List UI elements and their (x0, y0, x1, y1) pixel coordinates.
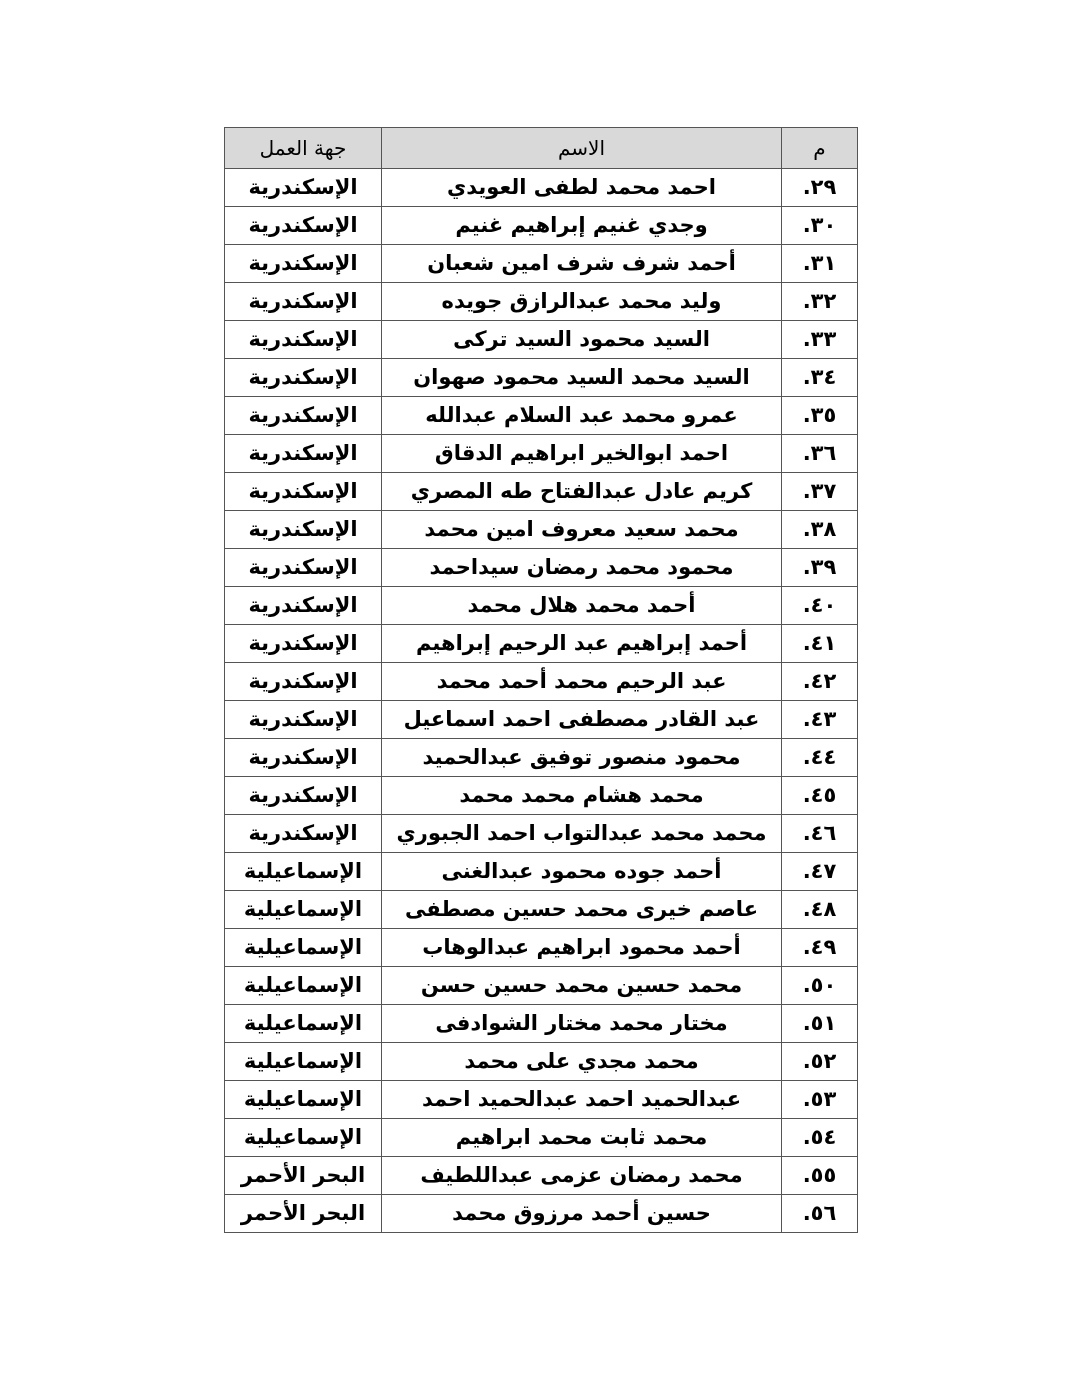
table-row (225, 245, 858, 283)
row-number-cell (782, 321, 858, 359)
table-row (225, 549, 858, 587)
row-number-cell (782, 739, 858, 777)
row-number-cell (782, 359, 858, 397)
table-row (225, 435, 858, 473)
row-number: .٥٢ (802, 1049, 837, 1073)
row-number-cell (782, 967, 858, 1005)
row-workplace: الإسكندرية (225, 625, 382, 663)
table-header (225, 128, 858, 169)
row-number: .٥٠ (802, 973, 837, 997)
header-row (225, 128, 858, 169)
row-name: عمرو محمد عبد السلام عبدالله (382, 397, 782, 435)
row-name: احمد محمد لطفى العويدي (382, 169, 782, 207)
row-number: .٥٦ (802, 1201, 837, 1225)
row-number-cell (782, 435, 858, 473)
row-number: .٣٨ (802, 517, 837, 541)
row-number-cell (782, 1119, 858, 1157)
row-workplace: الإسكندرية (225, 169, 382, 207)
row-workplace: الإسكندرية (225, 777, 382, 815)
header-number: م (782, 128, 858, 169)
row-number: .٥٤ (802, 1125, 837, 1149)
row-number-cell (782, 245, 858, 283)
row-name: محمود منصور توفيق عبدالحميد (382, 739, 782, 777)
row-name: كريم عادل عبدالفتاح طه المصري (382, 473, 782, 511)
table-row (225, 815, 858, 853)
table-row (225, 283, 858, 321)
row-name: مختار محمد مختار الشوادفى (382, 1005, 782, 1043)
table-row (225, 891, 858, 929)
row-number: .٤١ (802, 631, 837, 655)
header-workplace: جهة العمل (225, 128, 382, 169)
table-row (225, 1043, 858, 1081)
row-number-cell (782, 1043, 858, 1081)
row-name: أحمد شرف شرف امين شعبان (382, 245, 782, 283)
table-row (225, 207, 858, 245)
row-number: .٤٧ (802, 859, 837, 883)
row-number-cell (782, 511, 858, 549)
row-number-cell (782, 1157, 858, 1195)
row-number-cell (782, 587, 858, 625)
row-name: عبد الرحيم محمد أحمد محمد (382, 663, 782, 701)
row-workplace: الإسماعيلية (225, 1005, 382, 1043)
row-name: أحمد جوده محمود عبدالغنى (382, 853, 782, 891)
table-row (225, 929, 858, 967)
row-name: محمد حسين محمد حسين حسن (382, 967, 782, 1005)
row-name: محمود محمد رمضان سيداحمد (382, 549, 782, 587)
row-number: .٣٦ (802, 441, 837, 465)
row-workplace: الإسكندرية (225, 663, 382, 701)
table-row (225, 1195, 858, 1233)
row-name: محمد مجدي على محمد (382, 1043, 782, 1081)
row-name: محمد سعيد معروف امين محمد (382, 511, 782, 549)
row-workplace: الإسكندرية (225, 359, 382, 397)
row-workplace: الإسماعيلية (225, 1081, 382, 1119)
row-number: .٤٦ (802, 821, 837, 845)
row-number: .٤٥ (802, 783, 837, 807)
row-workplace: الإسكندرية (225, 701, 382, 739)
table-row (225, 1157, 858, 1195)
row-name: احمد ابوالخير ابراهيم الدقاق (382, 435, 782, 473)
row-number-cell (782, 1005, 858, 1043)
row-workplace: الإسماعيلية (225, 853, 382, 891)
row-name: محمد محمد عبدالتواب احمد الجبوري (382, 815, 782, 853)
row-number: .٣٩ (802, 555, 837, 579)
table-row (225, 739, 858, 777)
row-number-cell (782, 663, 858, 701)
table-row (225, 169, 858, 207)
row-workplace: الإسكندرية (225, 473, 382, 511)
row-workplace: الإسكندرية (225, 321, 382, 359)
table-row (225, 625, 858, 663)
row-workplace: الإسماعيلية (225, 967, 382, 1005)
row-number: .٤٤ (802, 745, 837, 769)
row-name: أحمد إبراهيم عبد الرحيم إبراهيم (382, 625, 782, 663)
row-workplace: الإسكندرية (225, 283, 382, 321)
row-name: وجدي غنيم إبراهيم غنيم (382, 207, 782, 245)
row-workplace: الإسكندرية (225, 511, 382, 549)
row-number: .٢٩ (802, 175, 837, 199)
row-workplace: الإسكندرية (225, 245, 382, 283)
row-workplace: الإسماعيلية (225, 1043, 382, 1081)
table-row (225, 587, 858, 625)
table-row (225, 397, 858, 435)
row-number-cell (782, 815, 858, 853)
row-number-cell (782, 473, 858, 511)
row-number: .٤٣ (802, 707, 837, 731)
table-row (225, 701, 858, 739)
row-number-cell (782, 283, 858, 321)
row-number-cell (782, 701, 858, 739)
names-table (224, 127, 858, 1233)
row-workplace: الإسماعيلية (225, 891, 382, 929)
row-name: وليد محمد عبدالرازق جويده (382, 283, 782, 321)
table-row (225, 473, 858, 511)
row-number-cell (782, 777, 858, 815)
row-number-cell (782, 397, 858, 435)
row-workplace: الإسكندرية (225, 207, 382, 245)
table-row (225, 853, 858, 891)
row-number: .٣٠ (802, 213, 837, 237)
row-workplace: الإسكندرية (225, 549, 382, 587)
row-number: .٤٨ (802, 897, 837, 921)
row-number: .٣١ (802, 251, 837, 275)
row-number-cell (782, 549, 858, 587)
row-number: .٣٥ (802, 403, 837, 427)
row-number-cell (782, 169, 858, 207)
row-name: عبدالحميد احمد عبدالحميد احمد (382, 1081, 782, 1119)
row-name: عبد القادر مصطفى احمد اسماعيل (382, 701, 782, 739)
table-row (225, 359, 858, 397)
row-number: .٥٥ (802, 1163, 837, 1187)
row-number: .٤٠ (802, 593, 837, 617)
row-number-cell (782, 207, 858, 245)
row-number: .٣٣ (802, 327, 837, 351)
row-number-cell (782, 891, 858, 929)
row-number: .٤٩ (802, 935, 837, 959)
row-workplace: الإسكندرية (225, 739, 382, 777)
table-row (225, 1081, 858, 1119)
table-row (225, 777, 858, 815)
row-workplace: البحر الأحمر (225, 1157, 382, 1195)
header-name: الاسم (382, 128, 782, 169)
row-workplace: الإسماعيلية (225, 929, 382, 967)
row-workplace: الإسكندرية (225, 435, 382, 473)
row-workplace: الإسماعيلية (225, 1119, 382, 1157)
row-workplace: الإسكندرية (225, 397, 382, 435)
row-number: .٥٣ (802, 1087, 837, 1111)
table-row (225, 511, 858, 549)
row-number-cell (782, 625, 858, 663)
row-name: حسين أحمد مرزوق محمد (382, 1195, 782, 1233)
row-name: أحمد محمد هلال محمد (382, 587, 782, 625)
table-body (225, 169, 858, 1233)
table-row (225, 1005, 858, 1043)
row-name: السيد محمد السيد محمود صهوان (382, 359, 782, 397)
row-workplace: الإسكندرية (225, 815, 382, 853)
row-name: محمد هشام محمد محمد (382, 777, 782, 815)
row-name: أحمد محمود ابراهيم عبدالوهاب (382, 929, 782, 967)
row-number: .٣٧ (802, 479, 837, 503)
row-number: .٥١ (802, 1011, 837, 1035)
row-number-cell (782, 929, 858, 967)
table-row (225, 1119, 858, 1157)
row-number-cell (782, 853, 858, 891)
row-number: .٤٢ (802, 669, 837, 693)
row-name: محمد رمضان عزمى عبداللطيف (382, 1157, 782, 1195)
row-number: .٣٤ (802, 365, 837, 389)
row-number-cell (782, 1195, 858, 1233)
table-row (225, 967, 858, 1005)
row-name: السيد محمود السيد تركى (382, 321, 782, 359)
row-workplace: البحر الأحمر (225, 1195, 382, 1233)
table-row (225, 321, 858, 359)
row-number-cell (782, 1081, 858, 1119)
row-name: محمد ثابت محمد ابراهيم (382, 1119, 782, 1157)
table-row (225, 663, 858, 701)
row-workplace: الإسكندرية (225, 587, 382, 625)
row-name: عاصم خيرى محمد حسين مصطفى (382, 891, 782, 929)
row-number: .٣٢ (802, 289, 837, 313)
